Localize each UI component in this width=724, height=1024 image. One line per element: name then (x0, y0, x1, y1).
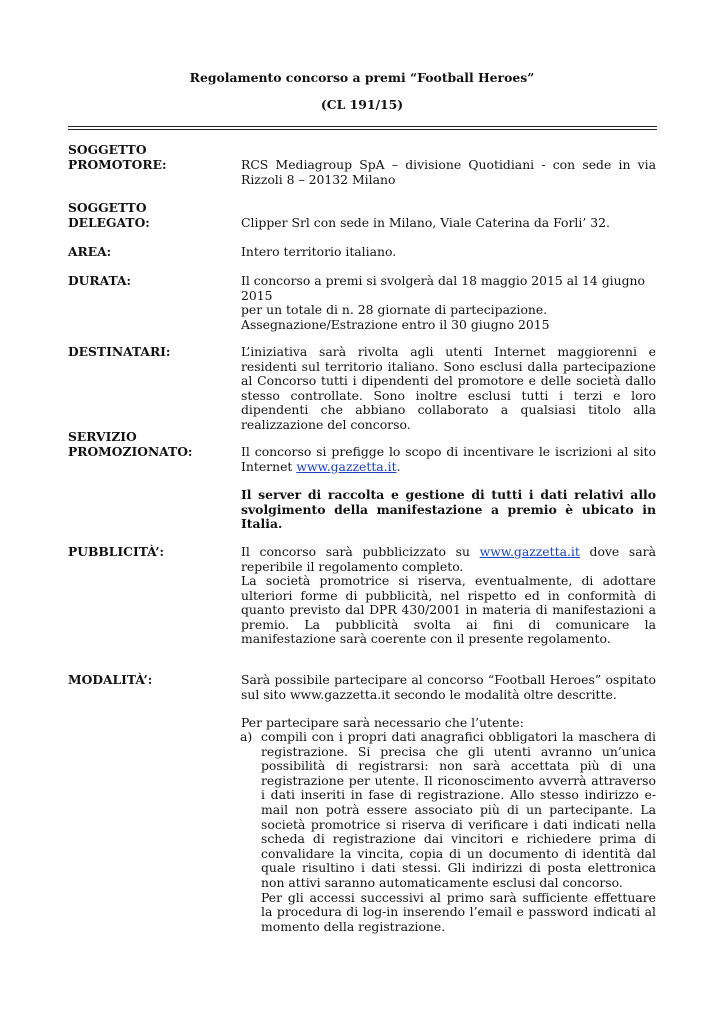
list-item-text: compili con i propri dati anagrafici obbligatori la maschera di registrazione. Si precisa che gli utenti avranno un’unica possibilità di registrarsi: non sarà accettata più di una registrazione per utente. Il riconoscimento avverrà attraverso i dati inseriti in fase di registrazione. Allo stesso indirizzo e-mail non potrà essere associato più di un partecipante. La società promotrice si riserva di verificare i dati indicati nella scheda di registrazione dai vincitori e richiedere prima di convalidare la vincita, copia di un documento di identità dal quale risultino i dati stessi. Gli indirizzi di posta elettronica non attivi saranno automaticamente esclusi dal concorso. (261, 729, 656, 890)
section-label-area: AREA: (68, 244, 112, 259)
section-text-promotore: RCS Mediagroup SpA – divisione Quotidiani - con sede in via Rizzoli 8 – 20132 Milano (241, 157, 656, 187)
header-rule-bottom (68, 129, 657, 130)
section-text-pubblicita: Il concorso sarà pubblicizzato su www.gazzetta.it dove sarà reperibile il regolamento completo. (241, 544, 656, 574)
gazzetta-link[interactable]: www.gazzetta.it (296, 458, 397, 474)
section-label-destinatari: DESTINATARI: (68, 344, 171, 359)
list-item (241, 730, 656, 934)
header-rule-top (68, 126, 657, 127)
section-text-pubblicita-2: La società promotrice si riserva, eventualmente, di adottare ulteriori forme di pubblicità, nel rispetto ed in conformità di quanto previsto dal DPR 430/2001 in materia di manifestazioni a premio. La pubblicità svolta ai fini di comunicare la manifestazione sarà coerente con il presente regolamento. (241, 573, 656, 647)
gazzetta-link[interactable]: www.gazzetta.it (479, 544, 580, 559)
server-notice: Il server di raccolta e gestione di tutti i dati relativi allo svolgimento della manifestazione a premio è ubicato in Italia. (241, 487, 656, 532)
section-label-delegato: SOGGETTO DELEGATO: (68, 200, 150, 230)
section-text-modalita-intro: Sarà possibile partecipare al concorso “Football Heroes” ospitato sul sito www.gazzetta.it secondo le modalità oltre descritte. (241, 672, 656, 702)
section-text-destinatari: L’iniziativa sarà rivolta agli utenti Internet maggiorenni e residenti sul territorio italiano. Sono esclusi dalla partecipazione al Concorso tutti i dipendenti del promotore e delle società dallo stesso controllate. Sono inoltre esclusi tutti i terzi e loro dipendenti che abbiano collaborato a qualsiasi titolo alla realizzazione del concorso. (241, 344, 656, 432)
section-text-servizio: Il concorso si prefigge lo scopo di incentivare le iscrizioni al sito Internet www.gazzetta.it. (241, 444, 656, 474)
list-item-text-2: Per gli accessi successivi al primo sarà sufficiente effettuare la procedura di log-in inserendo l’email e password indicati al momento della registrazione. (261, 889, 656, 934)
section-label-modalita: MODALITÀ’: (68, 672, 153, 687)
section-text-area: Intero territorio italiano. (241, 244, 397, 259)
section-label-servizio: SERVIZIO PROMOZIONATO: (68, 429, 193, 459)
document-title: Regolamento concorso a premi “Football Heroes” (189, 70, 535, 85)
section-label-durata: DURATA: (68, 273, 132, 288)
section-label-pubblicita: PUBBLICITÀ’: (68, 544, 165, 559)
section-text-modalita-lead: Per partecipare sarà necessario che l’utente: (241, 715, 524, 730)
section-label-promotore: SOGGETTO PROMOTORE: (68, 142, 167, 172)
document-code: (CL 191/15) (320, 97, 404, 112)
section-text-delegato: Clipper Srl con sede in Milano, Viale Caterina da Forli’ 32. (241, 215, 610, 230)
section-text-durata: Il concorso a premi si svolgerà dal 18 maggio 2015 al 14 giugno 2015 per un totale di n. 28 giornate di partecipazione. Assegnazione/Estrazione entro il 30 giugno 2015 (241, 273, 645, 332)
list-marker: a) (240, 729, 253, 744)
